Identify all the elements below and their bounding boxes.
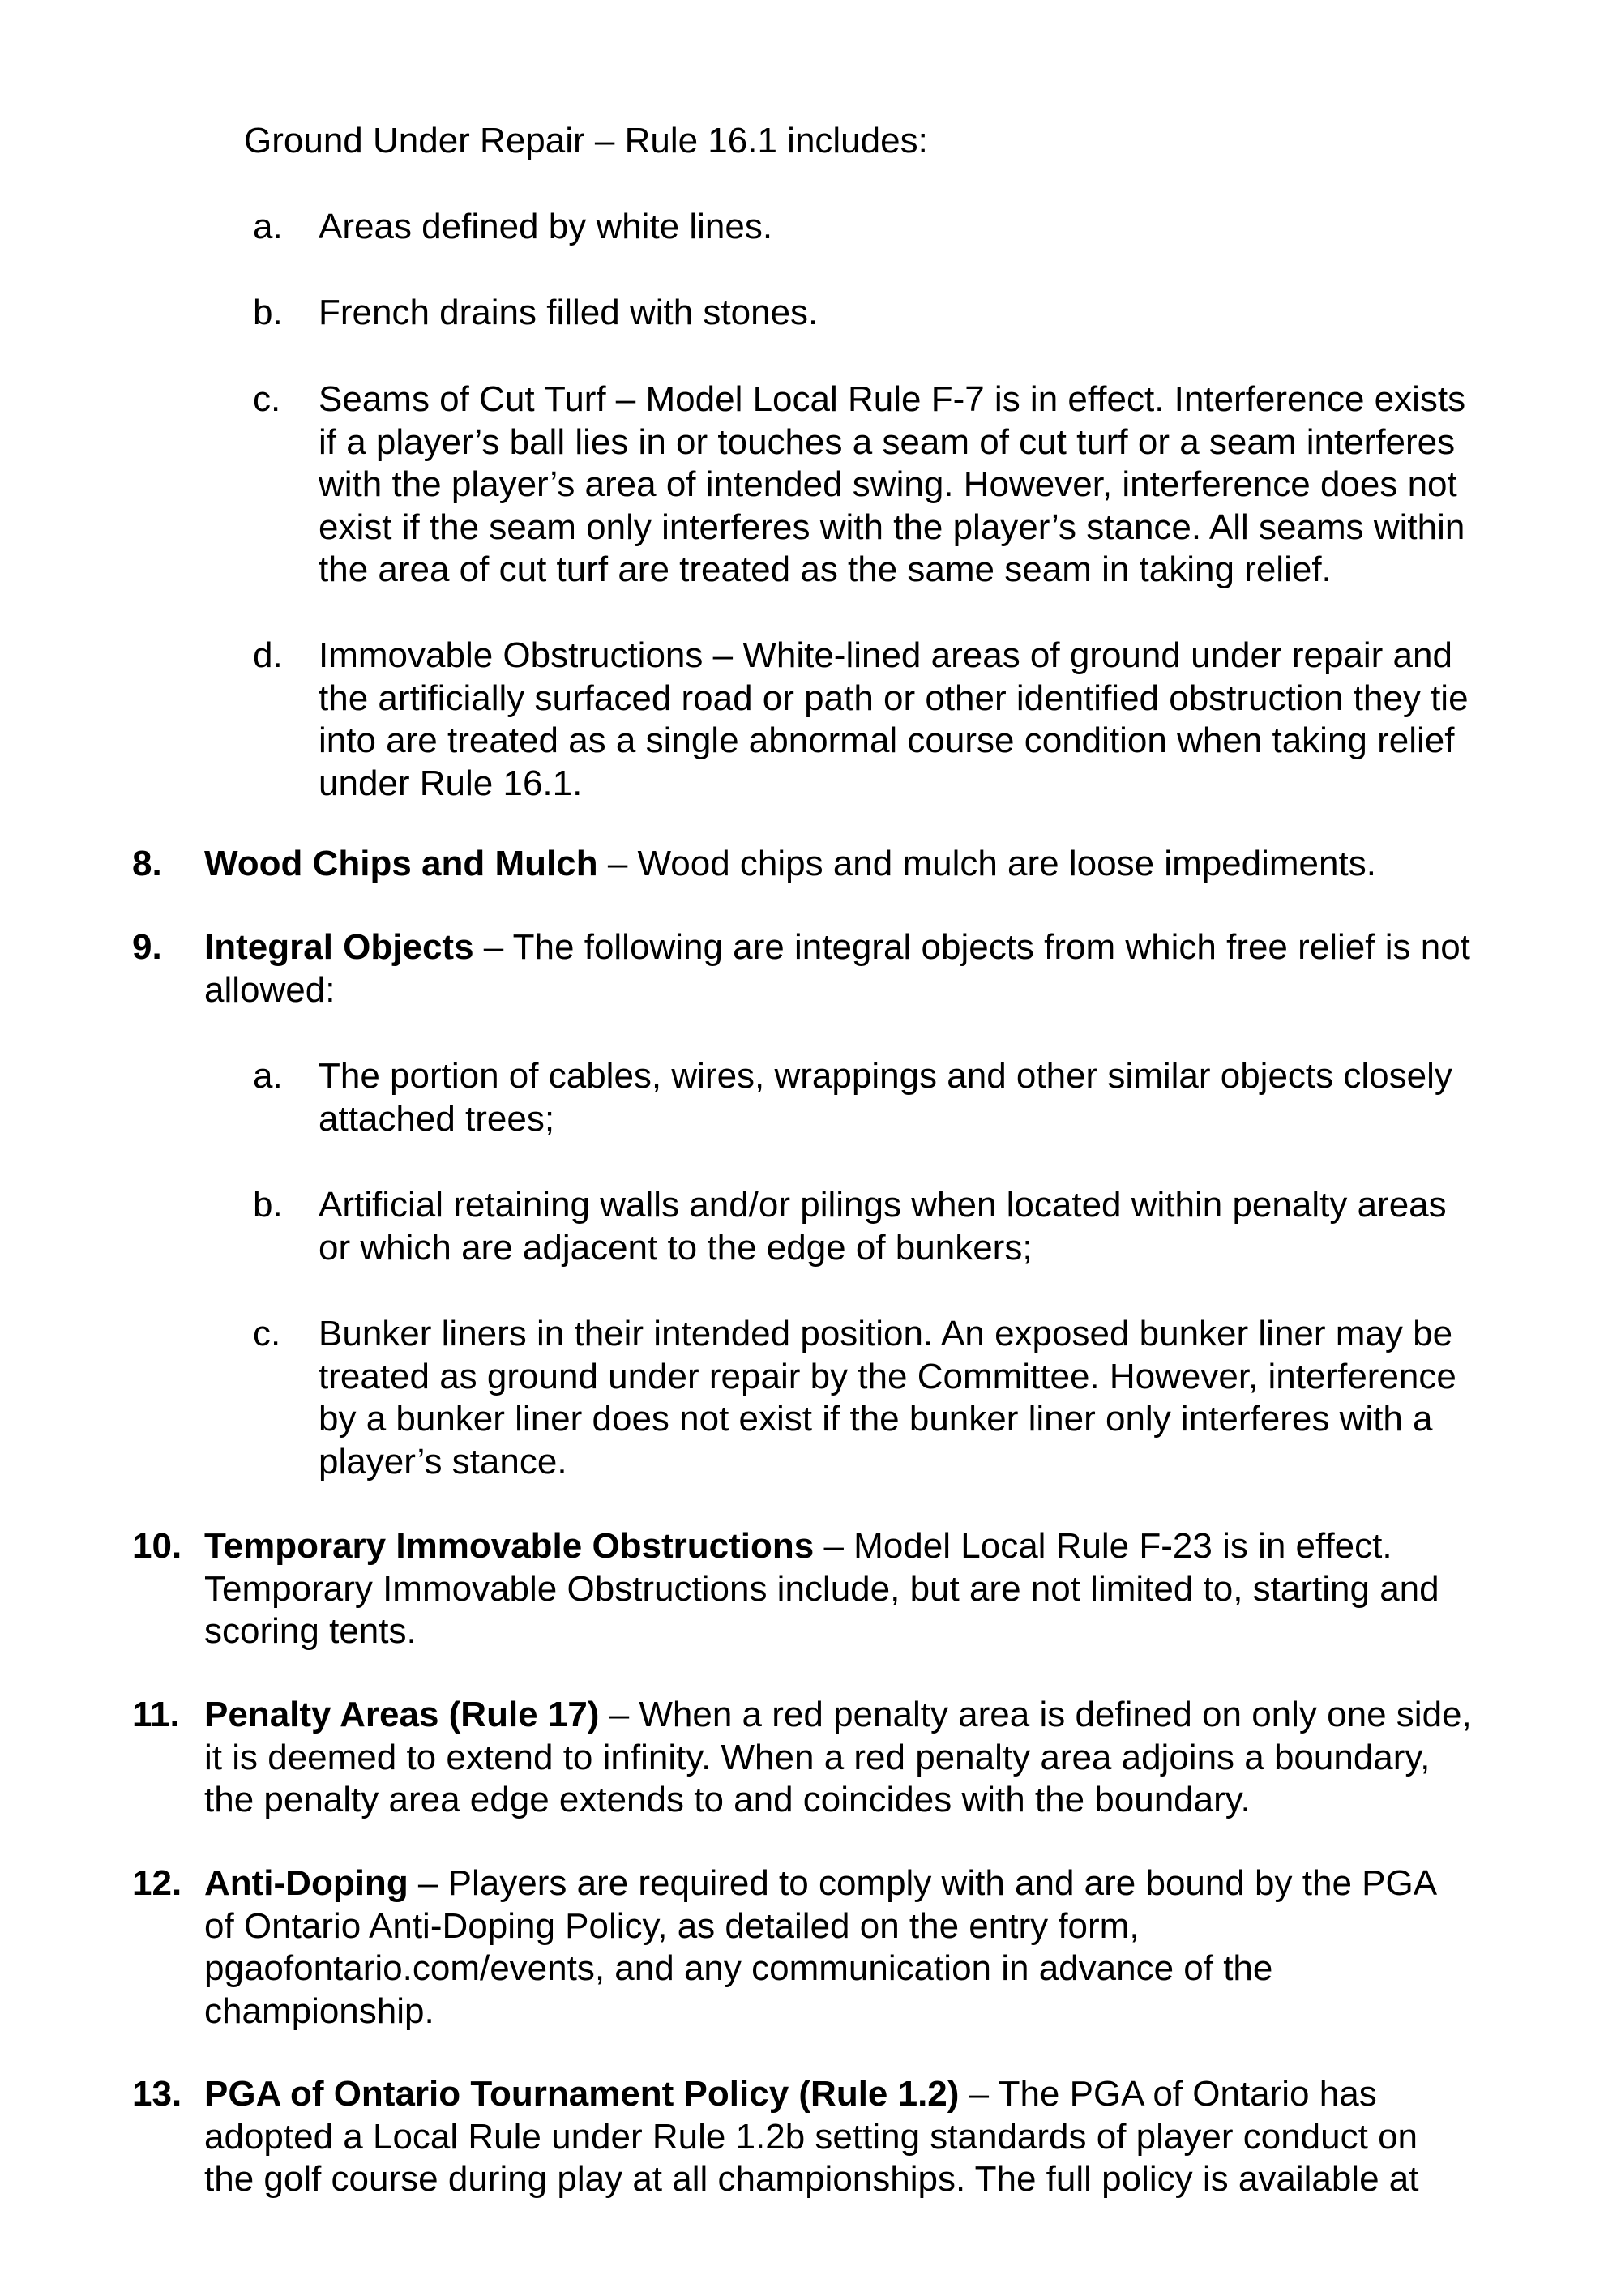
text-line: attached trees;: [319, 1098, 555, 1139]
text-line: it is deemed to extend to infinity. When a red penalty area adjoins a boundary,: [204, 1737, 1431, 1777]
list-marker: b.: [253, 293, 283, 332]
text-line: allowed:: [204, 969, 336, 1010]
rule-title: PGA of Ontario Tournament Policy (Rule 1.2): [204, 2074, 960, 2114]
list-marker: d.: [253, 635, 283, 675]
text-line: Temporary Immovable Obstructions include, but are not limited to, starting and: [204, 1568, 1439, 1609]
text-line: The portion of cables, wires, wrappings and other similar objects closely: [319, 1056, 1452, 1096]
rule-title: Temporary Immovable Obstructions: [204, 1526, 815, 1566]
text-line: the penalty area edge extends to and coincides with the boundary.: [204, 1780, 1251, 1819]
list-item-text: French drains filled with stones.: [319, 293, 819, 332]
rule-number: 11.: [132, 1695, 180, 1734]
text-line: exist if the seam only interferes with the player’s stance. All seams within: [319, 507, 1465, 547]
rule-title: Integral Objects: [204, 927, 474, 967]
text-line: – When a red penalty area is defined on only one side,: [599, 1695, 1472, 1734]
text-line: into are treated as a single abnormal course condition when taking relief: [319, 720, 1455, 760]
text-line: with the player’s area of intended swing. However, interference does not: [319, 464, 1457, 504]
rule-text: [204, 2073, 1556, 2201]
rule-text: [204, 843, 1556, 886]
text-line: Immovable Obstructions – White-lined areas of ground under repair and: [319, 635, 1452, 675]
text-line: the golf course during play at all championships. The full policy is available at: [204, 2159, 1419, 2199]
rule-text: [204, 926, 1556, 1011]
rule-text: [204, 1862, 1556, 2033]
text-line: – Players are required to comply with and are bound by the PGA: [408, 1863, 1438, 1903]
rule-number: 8.: [132, 844, 162, 883]
rule-number: 9.: [132, 927, 162, 967]
list-marker: c.: [253, 1314, 281, 1353]
ground-under-repair-heading: Ground Under Repair – Rule 16.1 includes:: [244, 121, 928, 160]
text-line: Bunker liners in their intended position. An exposed bunker liner may be: [319, 1314, 1453, 1353]
text-line: the area of cut turf are treated as the same seam in taking relief.: [319, 549, 1332, 589]
text-line: if a player’s ball lies in or touches a seam of cut turf or a seam interferes: [319, 421, 1456, 462]
rule-title: Penalty Areas (Rule 17): [204, 1695, 600, 1734]
text-line: – Model Local Rule F-23 is in effect.: [814, 1526, 1392, 1566]
list-item-text: [319, 635, 1550, 805]
text-line: or which are adjacent to the edge of bunkers;: [319, 1227, 1033, 1268]
text-line: – The following are integral objects from which free relief is not: [473, 927, 1470, 967]
text-line: – The PGA of Ontario has: [959, 2074, 1377, 2114]
text-line: under Rule 16.1.: [319, 763, 583, 803]
rule-number: 10.: [132, 1526, 182, 1566]
text-line: player’s stance.: [319, 1441, 567, 1481]
list-marker: c.: [253, 379, 281, 419]
text-line: of Ontario Anti-Doping Policy, as detailed on the entry form,: [204, 1905, 1140, 1946]
rule-text: [204, 1525, 1556, 1653]
list-item-text: [319, 378, 1550, 592]
text-line: by a bunker liner does not exist if the bunker liner only interferes with a: [319, 1399, 1433, 1439]
text-line: Seams of Cut Turf – Model Local Rule F-7 is in effect. Interference exists: [319, 379, 1466, 419]
list-item-text: [319, 1055, 1550, 1140]
text-line: adopted a Local Rule under Rule 1.2b setting standards of player conduct on: [204, 2116, 1418, 2157]
list-item-text: [319, 1313, 1550, 1483]
list-marker: a.: [253, 207, 283, 246]
rule-number: 12.: [132, 1863, 182, 1903]
text-line: – Wood chips and mulch are loose impediments.: [597, 844, 1376, 883]
list-item-text: Areas defined by white lines.: [319, 207, 773, 246]
list-marker: b.: [253, 1185, 283, 1225]
list-item-text: [319, 1184, 1550, 1269]
text-line: the artificially surfaced road or path or other identified obstruction they tie: [319, 678, 1469, 718]
text-line: treated as ground under repair by the Committee. However, interference: [319, 1356, 1456, 1396]
rule-title: Wood Chips and Mulch: [204, 844, 598, 883]
text-line: scoring tents.: [204, 1611, 417, 1651]
text-line: Artificial retaining walls and/or pilings when located within penalty areas: [319, 1185, 1447, 1225]
rule-title: Anti-Doping: [204, 1863, 408, 1903]
text-line: pgaofontario.com/events, and any communication in advance of the: [204, 1948, 1273, 1988]
text-line: championship.: [204, 1990, 434, 2031]
list-marker: a.: [253, 1056, 283, 1096]
rule-text: [204, 1694, 1556, 1822]
rule-number: 13.: [132, 2074, 182, 2114]
